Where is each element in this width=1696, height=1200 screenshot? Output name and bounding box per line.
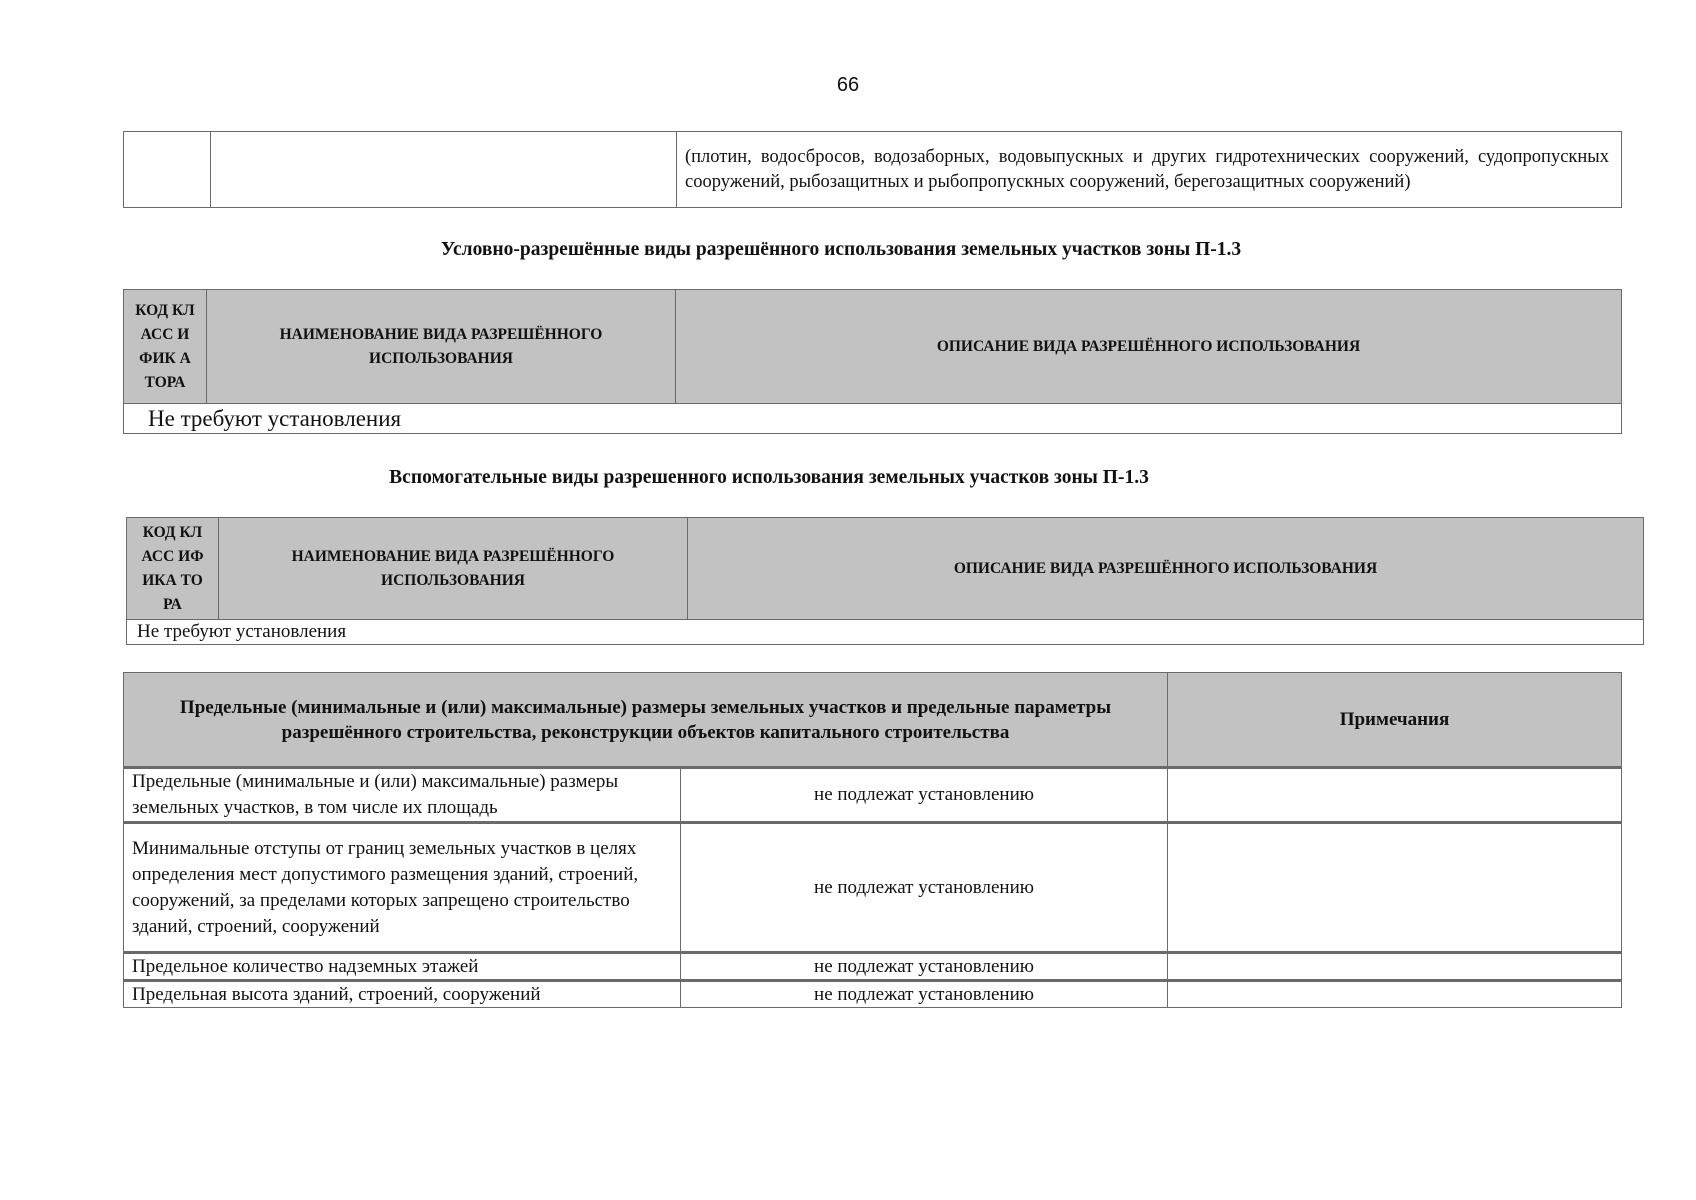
row-value: не подлежат установлению	[681, 981, 1168, 1008]
header-name: НАИМЕНОВАНИЕ ВИДА РАЗРЕШЁННОГО ИСПОЛЬЗОВАНИЯ	[219, 518, 688, 620]
header-description: ОПИСАНИЕ ВИДА РАЗРЕШЁННОГО ИСПОЛЬЗОВАНИЯ	[688, 518, 1644, 620]
description-cell: (плотин, водосбросов, водозаборных, водовыпускных и других гидротехнических сооружений, судопропускных сооружений, рыбозащитных и рыбопропускных сооружений, берегозащитных сооружений)	[677, 132, 1622, 208]
row-note	[1168, 981, 1622, 1008]
table-header-row	[124, 673, 1622, 768]
empty-note: Не требуют установления	[124, 404, 1622, 434]
row-label: Предельные (минимальные и (или) максимальные) размеры земельных участков, в том числе их площадь	[124, 768, 681, 823]
table-row	[124, 132, 1622, 208]
header-code: КОД КЛАСС ИФИКА ТОРА	[127, 518, 219, 620]
table-row	[127, 620, 1644, 645]
table-header-row	[124, 290, 1622, 404]
table-row	[124, 404, 1622, 434]
header-code: КОД КЛАСС ИФИК АТОРА	[124, 290, 207, 404]
table-row	[124, 823, 1622, 953]
conditional-uses-title: Условно-разрешённые виды разрешённого использования земельных участков зоны П-1.3	[440, 239, 1242, 260]
row-value: не подлежат установлению	[681, 823, 1168, 953]
row-value: не подлежат установлению	[681, 953, 1168, 981]
table-row	[124, 768, 1622, 823]
row-note	[1168, 823, 1622, 953]
row-label: Минимальные отступы от границ земельных участков в целях определения мест допустимого размещения зданий, строений, сооружений, за пределами которых запрещено строительство зданий, строений, сооружений	[124, 823, 681, 953]
code-cell	[124, 132, 211, 208]
name-cell	[211, 132, 677, 208]
header-name: НАИМЕНОВАНИЕ ВИДА РАЗРЕШЁННОГО ИСПОЛЬЗОВАНИЯ	[207, 290, 676, 404]
conditional-uses-table	[123, 289, 1622, 434]
header-description: ОПИСАНИЕ ВИДА РАЗРЕШЁННОГО ИСПОЛЬЗОВАНИЯ	[676, 290, 1622, 404]
table-row	[124, 981, 1622, 1008]
table-row	[124, 953, 1622, 981]
header-parameters: Предельные (минимальные и (или) максимальные) размеры земельных участков и предельные параметры разрешённого строительства, реконструкции объектов капитального строительства	[124, 673, 1168, 768]
parameters-table	[123, 672, 1622, 1008]
table-header-row	[127, 518, 1644, 620]
continuation-table	[123, 131, 1622, 208]
row-label: Предельная высота зданий, строений, сооружений	[124, 981, 681, 1008]
row-value: не подлежат установлению	[681, 768, 1168, 823]
page-number: 66	[836, 74, 860, 96]
row-label: Предельное количество надземных этажей	[124, 953, 681, 981]
header-notes: Примечания	[1168, 673, 1622, 768]
auxiliary-uses-table	[126, 517, 1644, 645]
auxiliary-uses-title: Вспомогательные виды разрешенного использования земельных участков зоны П-1.3	[389, 467, 1149, 488]
empty-note: Не требуют установления	[127, 620, 1644, 645]
row-note	[1168, 768, 1622, 823]
row-note	[1168, 953, 1622, 981]
